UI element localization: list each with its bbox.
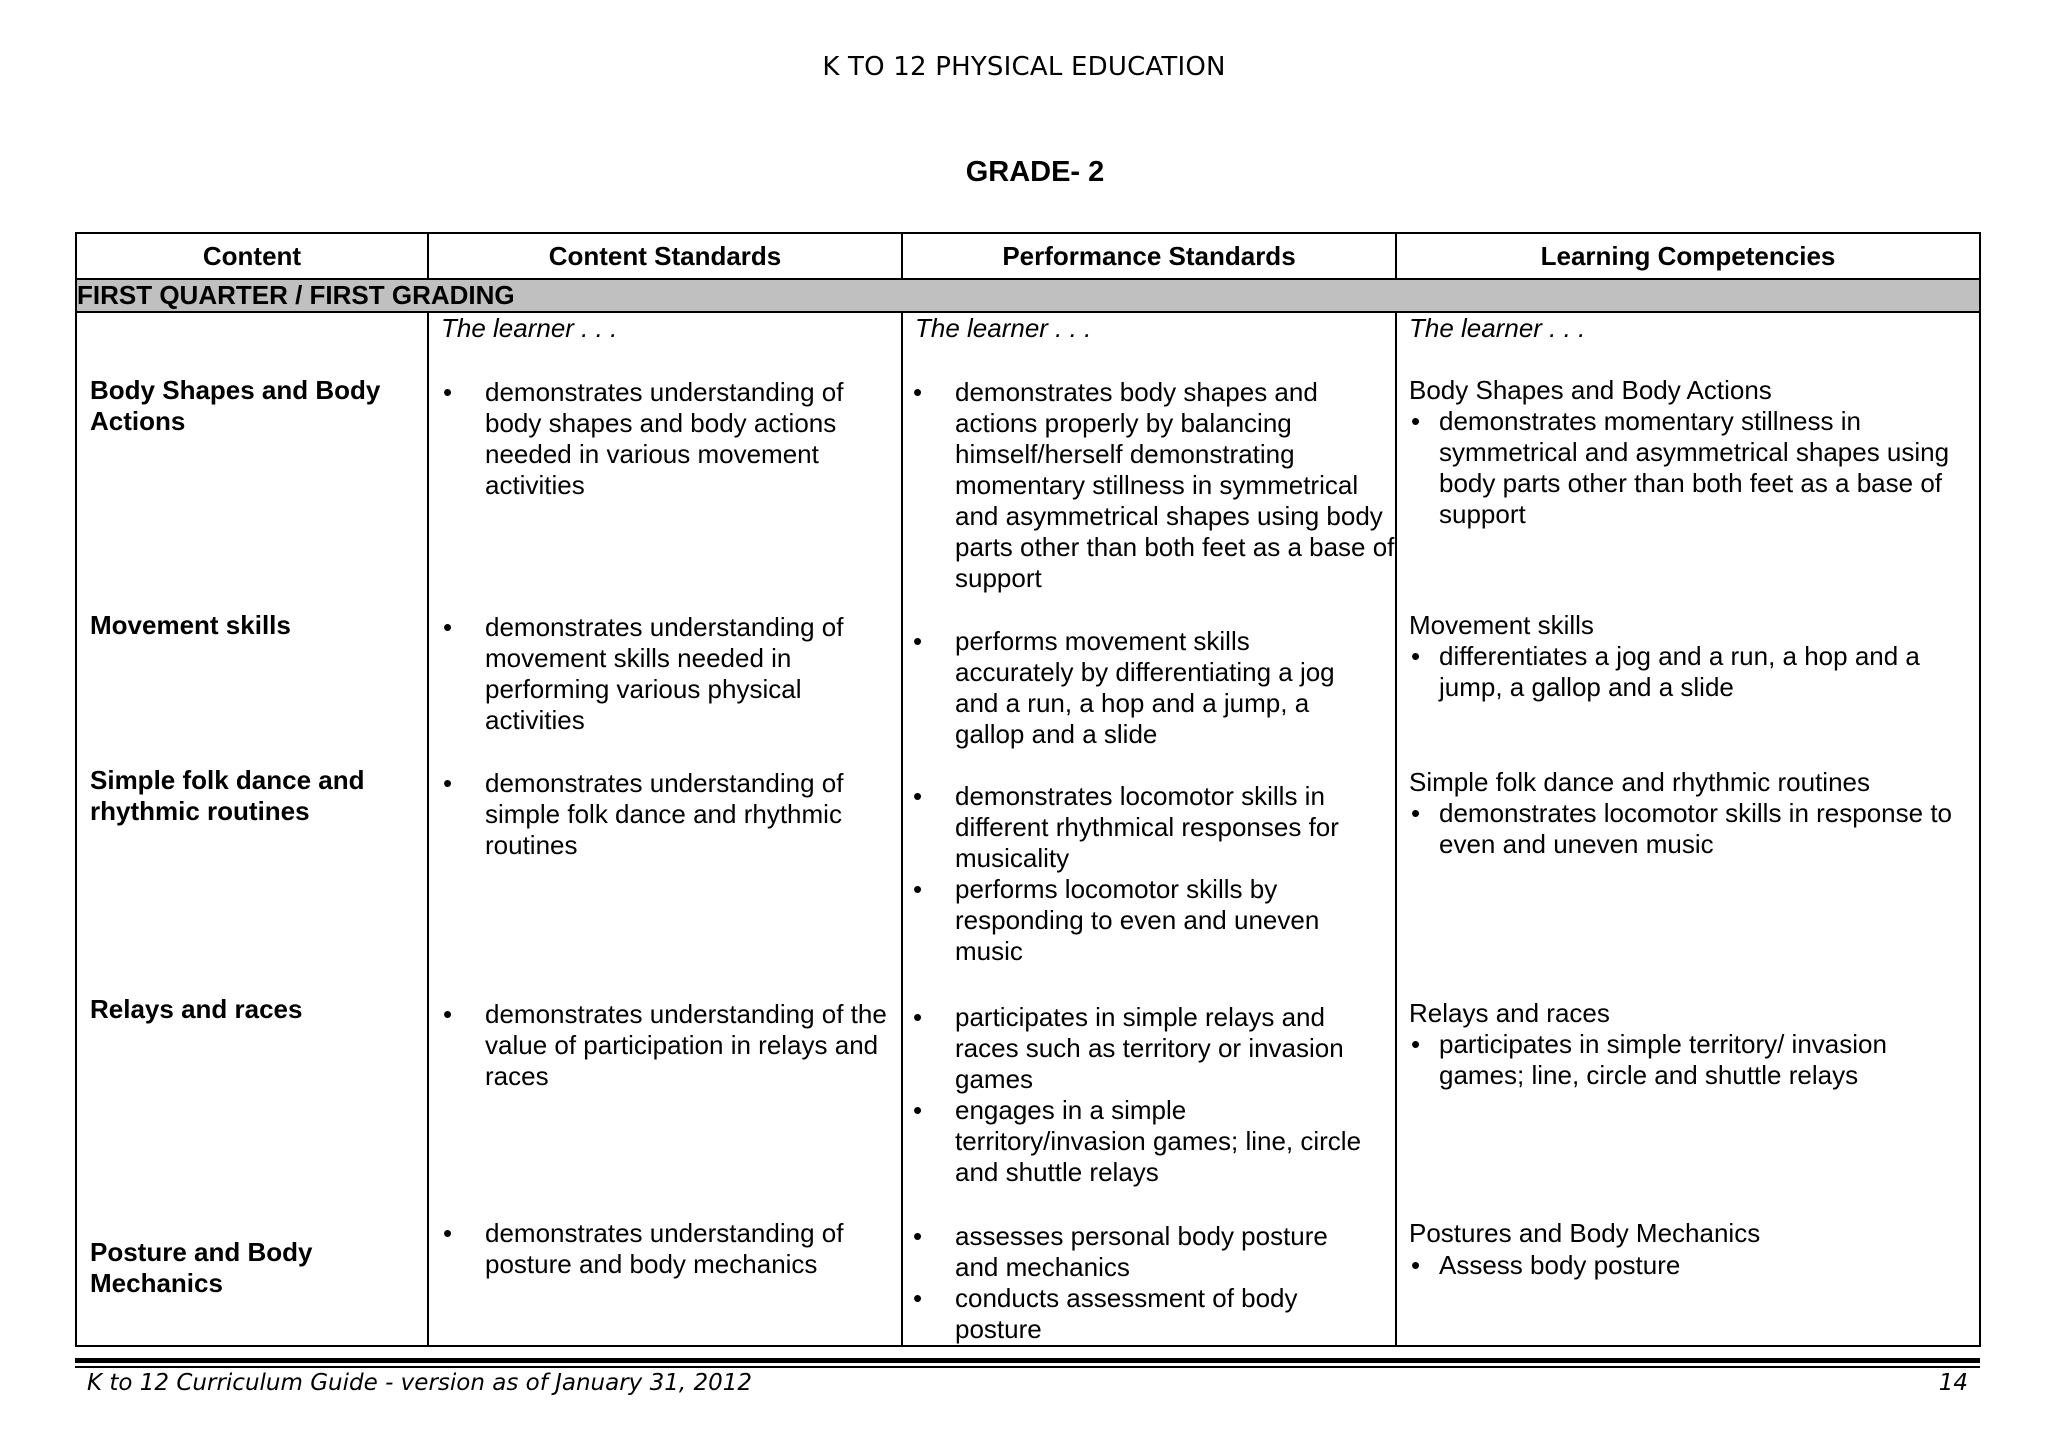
content-topic: Simple folk dance and rhythmic routines: [90, 765, 365, 826]
table-body-row: [76, 312, 1980, 1346]
content-standards-column: [428, 312, 902, 1346]
list-item: • demonstrates understanding of body shapes and body actions needed in various movement activities: [429, 377, 901, 501]
list-item: • assesses personal body posture and mechanics: [903, 1221, 1365, 1283]
column-header-content: Content: [76, 233, 428, 279]
list-item: • demonstrates locomotor skills in response to even and uneven music: [1397, 798, 1959, 860]
competency-heading: Postures and Body Mechanics: [1409, 1218, 1761, 1248]
curriculum-table: [75, 232, 1981, 1347]
list-item: • demonstrates body shapes and actions properly by balancing himself/herself demonstrating momentary stillness in symmetrical and asymmetrical shapes using body parts other than both feet as a base of support: [903, 377, 1395, 594]
column-header-content-standards: Content Standards: [428, 233, 902, 279]
list-item: • demonstrates understanding of posture and body mechanics: [429, 1218, 901, 1280]
footer-divider: [75, 1366, 1980, 1368]
quarter-label: FIRST QUARTER / FIRST GRADING: [76, 279, 1980, 312]
content-topic: Relays and races: [90, 994, 303, 1024]
learner-intro: The learner . . .: [441, 313, 618, 343]
content-topic: Posture and Body Mechanics: [90, 1237, 313, 1298]
competency-heading: Simple folk dance and rhythmic routines: [1409, 767, 1871, 797]
list-item: • conducts assessment of body posture: [903, 1283, 1365, 1345]
list-item: • performs movement skills accurately by differentiating a jog and a run, a hop and a jump, a gallop and a slide: [903, 626, 1365, 750]
list-item: • demonstrates understanding of movement skills needed in performing various physical activities: [429, 612, 901, 736]
column-header-learning-competencies: Learning Competencies: [1396, 233, 1980, 279]
quarter-row: [76, 279, 1980, 312]
content-topic: Movement skills: [90, 610, 291, 640]
page-header: K TO 12 PHYSICAL EDUCATION: [822, 52, 1226, 82]
list-item: • performs locomotor skills by responding to even and uneven music: [903, 874, 1365, 967]
competency-heading: Body Shapes and Body Actions: [1409, 375, 1772, 405]
list-item: • differentiates a jog and a run, a hop and a jump, a gallop and a slide: [1397, 641, 1959, 703]
page-number: 14: [1938, 1370, 1968, 1396]
learning-competencies-column: [1396, 312, 1980, 1346]
footer-caption: K to 12 Curriculum Guide - version as of January 31, 2012: [87, 1370, 753, 1396]
table-header-row: [76, 233, 1980, 279]
list-item: • participates in simple relays and races such as territory or invasion games: [903, 1002, 1365, 1095]
footer-divider: [75, 1358, 1980, 1363]
content-topic: Body Shapes and Body Actions: [90, 375, 381, 436]
list-item: • demonstrates understanding of simple folk dance and rhythmic routines: [429, 768, 901, 861]
list-item: • Assess body posture: [1397, 1250, 1959, 1281]
list-item: • demonstrates locomotor skills in different rhythmical responses for musicality: [903, 781, 1365, 874]
competency-heading: Movement skills: [1409, 610, 1594, 640]
column-header-performance-standards: Performance Standards: [902, 233, 1396, 279]
learner-intro: The learner . . .: [915, 313, 1092, 343]
list-item: • participates in simple territory/ invasion games; line, circle and shuttle relays: [1397, 1029, 1959, 1091]
list-item: • demonstrates momentary stillness in symmetrical and asymmetrical shapes using body parts other than both feet as a base of support: [1397, 406, 1959, 530]
learner-intro: The learner . . .: [1409, 313, 1586, 343]
grade-title: GRADE- 2: [965, 156, 1105, 188]
list-item: • demonstrates understanding of the value of participation in relays and races: [429, 999, 901, 1092]
content-column: [76, 312, 428, 1346]
list-item: • engages in a simple territory/invasion games; line, circle and shuttle relays: [903, 1095, 1365, 1188]
performance-standards-column: [902, 312, 1396, 1346]
competency-heading: Relays and races: [1409, 998, 1610, 1028]
